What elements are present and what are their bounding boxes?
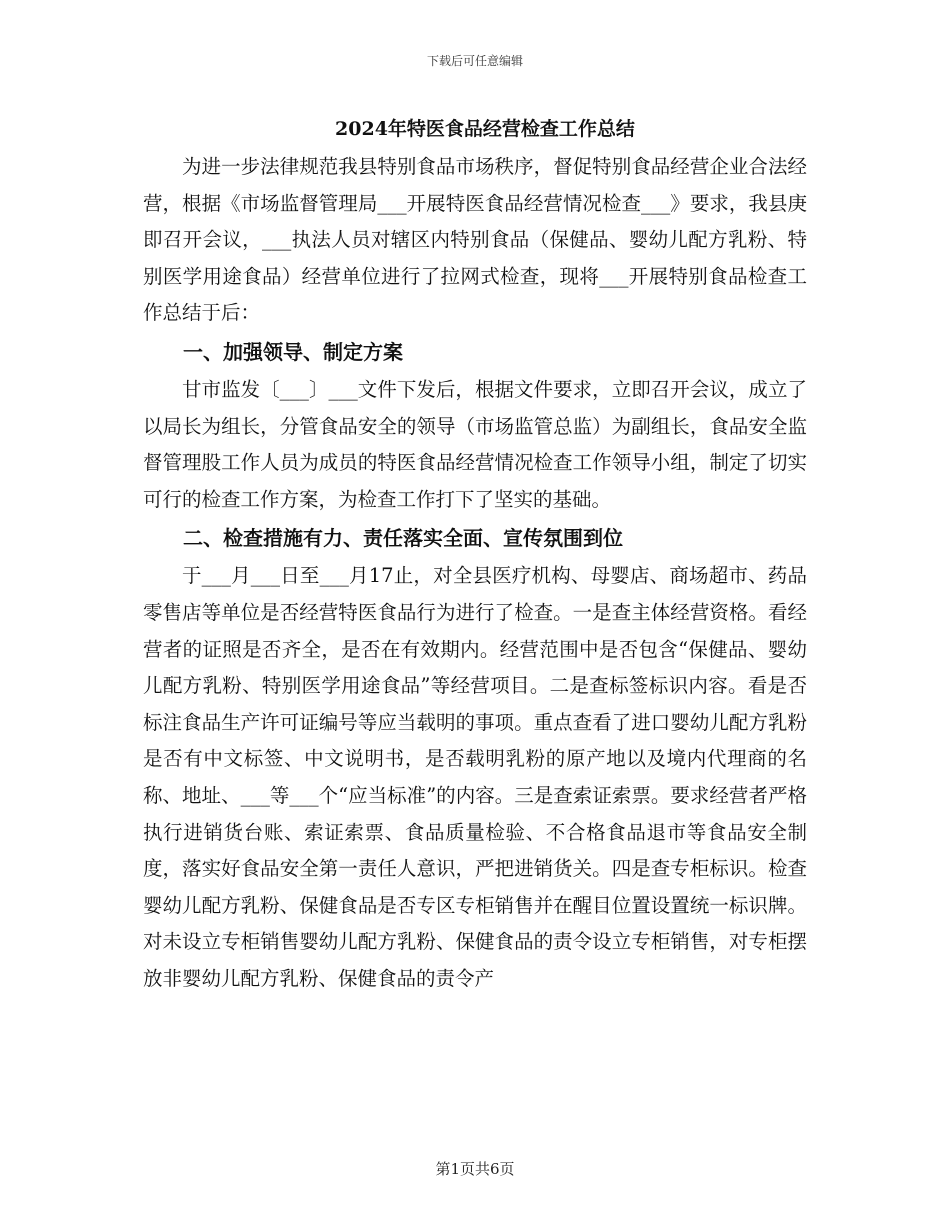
- section-1-heading: 一、加强领导、制定方案: [183, 339, 403, 364]
- section-2-heading: 二、检查措施有力、责任落实全面、宣传氛围到位: [183, 526, 623, 551]
- document-body: [143, 113, 807, 997]
- intro-paragraph: 为进一步法律规范我县特别食品市场秩序，督促特别食品经营企业合法经营，根据《市场监督管理局___开展特医食品经营情况检查___》要求，我县庚即召开会议，___执法人员对辖区内特别食品（保健品、婴幼儿配方乳粉、特别医学用途食品）经营单位进行了拉网式检查，现将___开展特别食品检查工作总结于后：: [143, 155, 807, 325]
- section-2-paragraph: 于___月___日至___月17止，对全县医疗机构、母婴店、商场超市、药品零售店等单位是否经营特医食品行为进行了检查。一是查主体经营资格。看经营者的证照是否齐全，是否在有效期内。经营范围中是否包含“保健品、婴幼儿配方乳粉、特别医学用途食品”等经营项目。二是查标签标识内容。看是否标注食品生产许可证编号等应当载明的事项。重点查看了进口婴幼儿配方乳粉是否有中文标签、中文说明书，是否载明乳粉的原产地以及境内代理商的名称、地址、___等___个“应当标准”的内容。三是查索证索票。要求经营者严格执行进销货台账、索证索票、食品质量检验、不合格食品退市等食品安全制度，落实好食品安全第一责任人意识，严把进销货关。四是查专柜标识。检查婴幼儿配方乳粉、保健食品是否专区专柜销售并在醒目位置设置统一标识牌。对未设立专柜销售婴幼儿配方乳粉、保健食品的责令设立专柜销售，对专柜摆放非婴幼儿配方乳粉、保健食品的责令产: [143, 564, 807, 990]
- page-footer: 第1页共6页: [435, 1160, 515, 1178]
- page-header: 下载后可任意编辑: [426, 54, 523, 68]
- section-1-paragraph: 甘市监发〔___〕___文件下发后，根据文件要求，立即召开会议，成立了以局长为组长，分管食品安全的领导（市场监管总监）为副组长，食品安全监督管理股工作人员为成员的特医食品经营情况检查工作领导小组，制定了切实可行的检查工作方案，为检查工作打下了坚实的基础。: [143, 377, 807, 511]
- document-title: 2024年特医食品经营检查工作总结: [335, 118, 635, 140]
